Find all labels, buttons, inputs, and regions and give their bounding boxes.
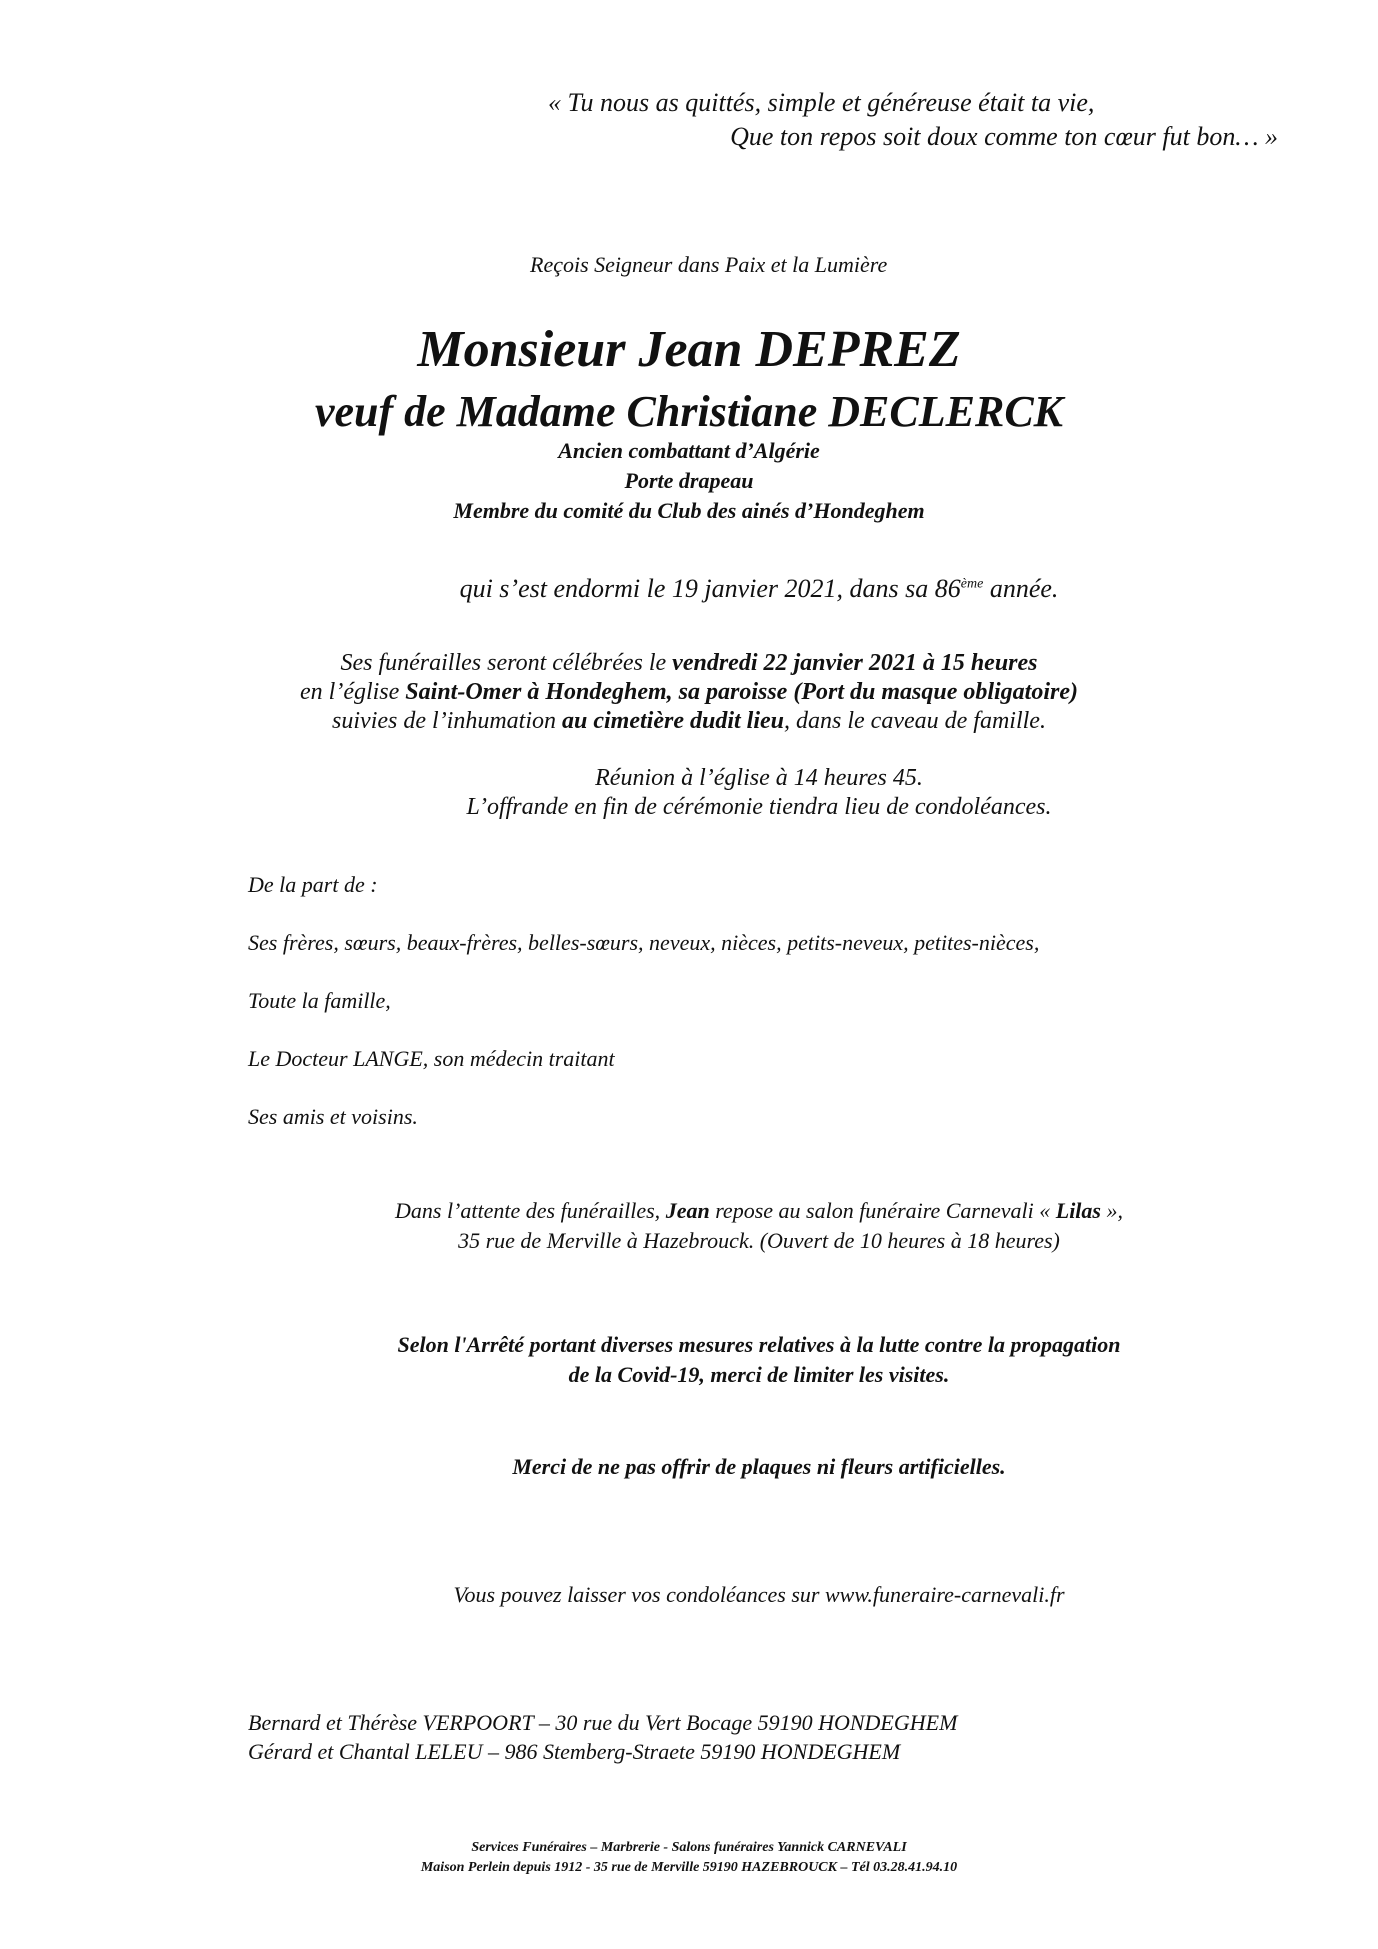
- epigraph-line-2: Que ton repos soit doux comme ton cœur fut bon… »: [730, 122, 1278, 151]
- footer-line-1: Services Funéraires – Marbrerie - Salons funéraires Yannick CARNEVALI: [471, 1840, 907, 1855]
- deceased-titles: [0, 436, 1378, 526]
- family-entry-doctor: Le Docteur LANGE, son médecin traitant: [248, 1046, 615, 1071]
- ordinal-suffix: ème: [960, 576, 984, 592]
- funeral-details: [0, 649, 1378, 736]
- epigraph: [548, 86, 1278, 154]
- meeting-info: [70, 764, 1378, 822]
- condolences-note: Vous pouvez laisser vos condoléances sur www.funeraire-carnevali.fr: [453, 1582, 1065, 1607]
- rest-line-1: Dans l’attente des funérailles, Jean repose au salon funéraire Carnevali « Lilas »,: [395, 1198, 1123, 1223]
- meeting-line-1: Réunion à l’église à 14 heures 45.: [595, 765, 923, 791]
- funeral-home-footer: [0, 1838, 1378, 1878]
- footer-line-2: Maison Perlein depuis 1912 - 35 rue de Merville 59190 HAZEBROUCK – Tél 03.28.41.94.10: [420, 1860, 958, 1875]
- family-entry-friends: Ses amis et voisins.: [248, 1104, 418, 1129]
- family-addresses: [248, 1708, 957, 1766]
- title-flag-bearer: Porte drapeau: [624, 468, 754, 493]
- funeral-line-1: Ses funérailles seront célébrées le vendredi 22 janvier 2021 à 15 heures: [340, 650, 1038, 676]
- invocation: Reçois Seigneur dans Paix et la Lumière: [530, 252, 888, 277]
- rest-line-2: 35 rue de Merville à Hazebrouck. (Ouvert de 10 heures à 18 heures): [458, 1228, 1060, 1253]
- family-entry-whole-family: Toute la famille,: [248, 988, 391, 1013]
- covid-line-1: Selon l'Arrêté portant diverses mesures relatives à la lutte contre la propagation: [397, 1332, 1121, 1357]
- deceased-name: Monsieur Jean DEPREZ: [417, 321, 961, 378]
- funeral-line-2: en l’église Saint-Omer à Hondeghem, sa paroisse (Port du masque obligatoire): [300, 679, 1078, 705]
- death-announcement: qui s’est endormi le 19 janvier 2021, dans sa 86ème année.: [459, 574, 1059, 603]
- covid-line-2: de la Covid-19, merci de limiter les visites.: [568, 1362, 950, 1387]
- title-club-member: Membre du comité du Club des ainés d’Hondeghem: [453, 498, 925, 523]
- family-entry-relatives: Ses frères, sœurs, beaux-frères, belles-sœurs, neveux, nièces, petits-neveux, petites-nièces,: [248, 930, 1040, 955]
- title-veteran: Ancien combattant d’Algérie: [558, 438, 820, 463]
- address-leleu: Gérard et Chantal LELEU – 986 Stemberg-Straete 59190 HONDEGHEM: [248, 1739, 901, 1764]
- widowhood-line: veuf de Madame Christiane DECLERCK: [314, 387, 1064, 436]
- funeral-line-3: suivies de l’inhumation au cimetière dudit lieu, dans le caveau de famille.: [332, 708, 1046, 734]
- epigraph-line-1: « Tu nous as quittés, simple et généreuse était ta vie,: [548, 88, 1095, 117]
- family-heading: De la part de :: [248, 872, 378, 897]
- address-verpoort: Bernard et Thérèse VERPOORT – 30 rue du Vert Bocage 59190 HONDEGHEM: [248, 1710, 958, 1735]
- meeting-line-2: L’offrande en fin de cérémonie tiendra lieu de condoléances.: [466, 794, 1052, 820]
- rest-location: [70, 1196, 1378, 1256]
- covid-notice: [70, 1330, 1378, 1390]
- flowers-notice: Merci de ne pas offrir de plaques ni fleurs artificielles.: [512, 1454, 1006, 1479]
